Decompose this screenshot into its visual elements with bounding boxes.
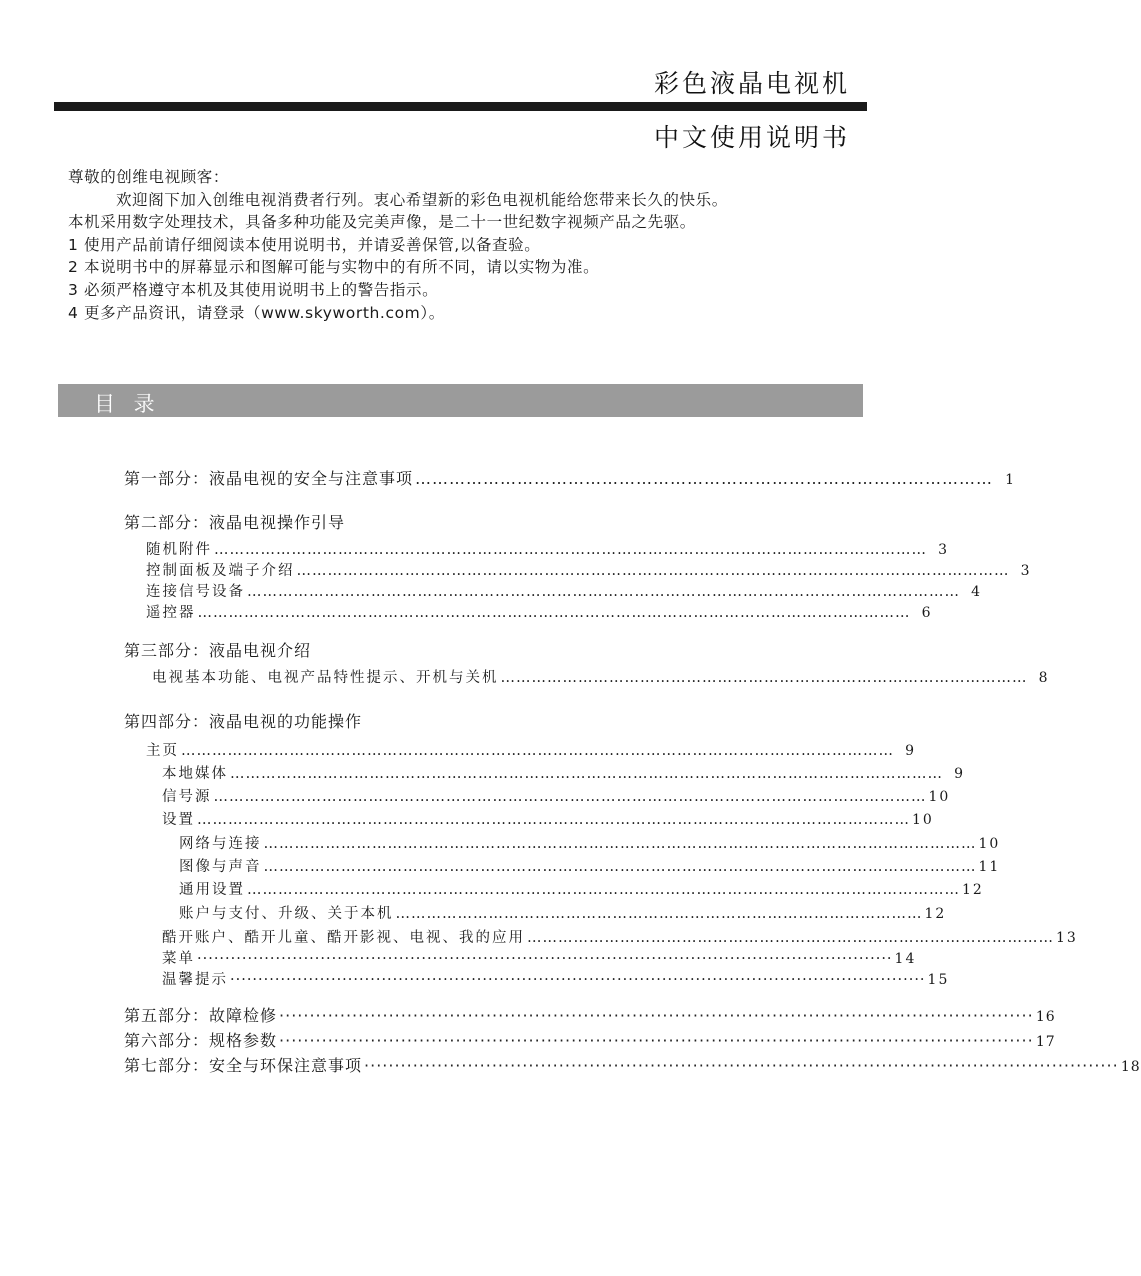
toc-page: 13	[1056, 930, 1078, 946]
toc-label: 设置	[162, 812, 195, 828]
toc-page: 10	[978, 836, 1001, 852]
toc-leader: ····························································································································	[364, 1056, 1119, 1075]
toc-entry-part1[interactable]	[124, 466, 1016, 489]
toc-entry-connect-devices[interactable]	[146, 580, 982, 601]
toc-entry-part7[interactable]	[124, 1053, 1141, 1076]
part2-heading: 第二部分：液晶电视操作引导	[124, 513, 346, 532]
toc-page: 12	[924, 906, 947, 922]
toc-leader: ····························································································································	[279, 1031, 1034, 1050]
toc-label: 连接信号设备	[146, 584, 245, 600]
toc-leader: …………………………………………………………………………………………	[527, 930, 1054, 946]
toc-entry-network[interactable]	[179, 832, 1001, 853]
toc-page: 9	[905, 743, 916, 759]
toc-page: 18	[1120, 1059, 1141, 1075]
toc-page: 10	[928, 789, 951, 805]
toc-label: 温馨提示	[162, 972, 228, 988]
toc-leader: …………………………………………………………………………………………………………………………	[263, 859, 977, 875]
toc-leader: …………………………………………………………………………………………	[395, 906, 923, 922]
toc-page: 8	[1038, 670, 1050, 686]
tech-paragraph: 本机采用数字处理技术，具备多种功能及完美声像，是二十一世纪数字视频产品之先驱。	[68, 213, 696, 232]
toc-label: 网络与连接	[179, 836, 262, 852]
toc-entry-control-panel[interactable]	[146, 559, 1032, 580]
toc-label: 通用设置	[179, 882, 245, 898]
toc-leader: …………………………………………………………………………………………	[500, 670, 1028, 686]
note-2: 2 本说明书中的屏幕显示和图解可能与实物中的有所不同，请以实物为准。	[68, 258, 600, 277]
manual-title: 中文使用说明书	[653, 123, 850, 152]
welcome-paragraph: 欢迎阁下加入创维电视消费者行列。衷心希望新的彩色电视机能给您带来长久的快乐。	[116, 190, 728, 209]
toc-entry-signal-source[interactable]	[162, 785, 951, 806]
toc-leader: …………………………………………………………………………………………………………………………	[230, 766, 943, 782]
toc-entry-tips[interactable]	[162, 968, 950, 989]
toc-leader: …………………………………………………………………………………………………………………………	[214, 542, 927, 558]
toc-page: 12	[962, 882, 984, 898]
part4-heading: 第四部分：液晶电视的功能操作	[124, 712, 363, 731]
toc-page: 17	[1035, 1034, 1056, 1050]
toc-entry-coocaa-apps[interactable]	[162, 926, 1078, 947]
note-1: 1 使用产品前请仔细阅读本使用说明书，并请妥善保管,以备查验。	[68, 235, 541, 254]
toc-label: 账户与支付、升级、关于本机	[179, 906, 394, 922]
toc-page: 14	[894, 951, 917, 967]
toc-entry-remote[interactable]	[146, 601, 933, 622]
toc-label: 酷开账户、酷开儿童、酷开影视、电视、我的应用	[162, 930, 525, 946]
toc-page: 4	[971, 584, 982, 600]
product-title: 彩色液晶电视机	[653, 69, 850, 98]
toc-leader: ····························································································································	[197, 951, 893, 967]
toc-leader: …………………………………………………………………………………………………………………………	[197, 812, 910, 828]
toc-leader: ····························································································································	[230, 972, 926, 988]
toc-entry-basic-functions[interactable]	[152, 666, 1050, 687]
toc-label: 信号源	[162, 789, 212, 805]
toc-entry-menu[interactable]	[162, 947, 917, 968]
greeting: 尊敬的创维电视顾客：	[68, 168, 230, 186]
toc-entry-settings[interactable]	[162, 808, 934, 829]
toc-entry-part5[interactable]	[124, 1003, 1056, 1026]
toc-leader: …………………………………………………………………………………………………………………………	[197, 605, 911, 621]
toc-leader: …………………………………………………………………………………………………………………………	[181, 743, 894, 759]
toc-page: 6	[921, 605, 933, 621]
toc-entry-part6[interactable]	[124, 1028, 1056, 1051]
toc-label: 图像与声音	[179, 859, 262, 875]
toc-page: 9	[954, 766, 965, 782]
toc-page: 10	[912, 812, 934, 828]
toc-label: 电视基本功能、电视产品特性提示、开机与关机	[152, 670, 499, 686]
toc-page: 3	[1020, 563, 1032, 579]
toc-entry-accessories[interactable]	[146, 538, 949, 559]
toc-page: 11	[978, 859, 1001, 875]
toc-leader: …………………………………………………………………………………………………………………………	[247, 882, 960, 898]
toc-leader: …………………………………………………………………………………………	[415, 469, 994, 488]
toc-label: 主页	[146, 743, 179, 759]
toc-label: 本地媒体	[162, 766, 228, 782]
toc-leader: ····························································································································	[279, 1006, 1034, 1025]
toc-label: 菜单	[162, 951, 195, 967]
toc-page: 1	[1005, 472, 1016, 488]
toc-label: 控制面板及端子介绍	[146, 563, 295, 579]
toc-page: 3	[938, 542, 949, 558]
toc-leader: …………………………………………………………………………………………………………………………	[263, 836, 977, 852]
toc-label: 第一部分：液晶电视的安全与注意事项	[124, 469, 414, 488]
toc-label: 遥控器	[146, 605, 196, 621]
note-4: 4 更多产品资讯，请登录（www.skyworth.com）。	[68, 303, 445, 322]
toc-page: 16	[1035, 1009, 1056, 1025]
toc-leader: …………………………………………………………………………………………………………………………	[296, 563, 1010, 579]
toc-page: 15	[927, 972, 950, 988]
toc-entry-general-settings[interactable]	[179, 878, 984, 899]
toc-leader: …………………………………………………………………………………………………………………………	[213, 789, 927, 805]
toc-entry-picture-sound[interactable]	[179, 855, 1001, 876]
toc-label: 第五部分：故障检修	[124, 1006, 278, 1025]
part3-heading: 第三部分：液晶电视介绍	[124, 641, 312, 660]
toc-leader: …………………………………………………………………………………………………………………………	[247, 584, 960, 600]
toc-label: 第七部分：安全与环保注意事项	[124, 1056, 363, 1075]
toc-entry-home[interactable]	[146, 739, 916, 760]
toc-label: 随机附件	[146, 542, 212, 558]
toc-entry-account-upgrade[interactable]	[179, 902, 947, 923]
toc-heading: 目 录	[94, 392, 161, 416]
toc-label: 第六部分：规格参数	[124, 1031, 278, 1050]
toc-entry-local-media[interactable]	[162, 762, 965, 783]
note-3: 3 必须严格遵守本机及其使用说明书上的警告指示。	[68, 280, 439, 299]
